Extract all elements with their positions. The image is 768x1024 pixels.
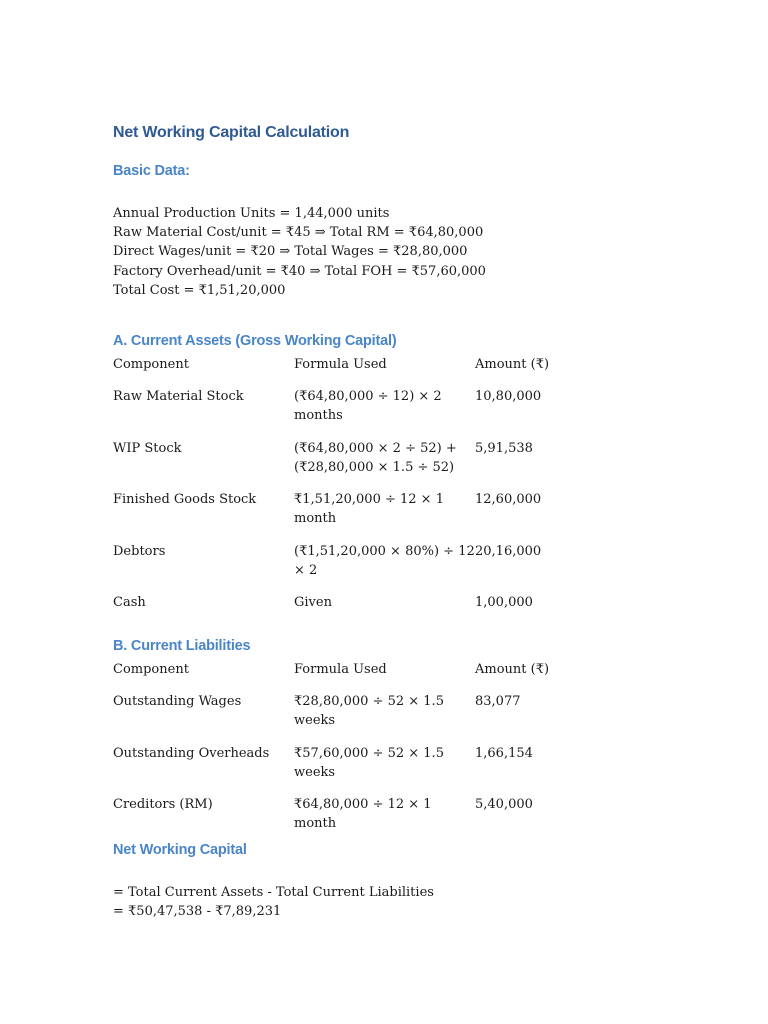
table-header-row (113, 355, 575, 387)
table-row (113, 744, 575, 796)
basic-data-list (113, 204, 486, 300)
basic-data-line: Total Cost = ₹1,51,20,000 (113, 282, 286, 298)
row-formula: (₹64,80,000 × 2 ÷ 52) + (₹28,80,000 × 1.5 ÷ 52) (294, 440, 457, 475)
row-component: Finished Goods Stock (113, 492, 257, 507)
net-working-capital-formula (113, 883, 434, 921)
table-row (113, 490, 575, 542)
table-row (113, 692, 575, 744)
column-header-component: Component (113, 662, 189, 677)
formula-line: = ₹50,47,538 - ₹7,89,231 (113, 904, 282, 920)
row-amount: 5,40,000 (475, 797, 533, 812)
column-header-amount: Amount (₹) (475, 662, 550, 677)
column-header-amount: Amount (₹) (475, 357, 550, 372)
row-formula: ₹1,51,20,000 ÷ 12 × 1 month (294, 492, 444, 526)
row-amount: 5,91,538 (475, 440, 533, 456)
row-formula: ₹57,60,000 ÷ 52 × 1.5 weeks (294, 745, 444, 780)
row-amount: 20,16,000 (475, 543, 542, 559)
basic-data-line: Direct Wages/unit = ₹20 ⇒ Total Wages = ₹28,80,000 (113, 244, 468, 260)
basic-data-line: Raw Material Cost/unit = ₹45 ⇒ Total RM = ₹64,80,000 (113, 225, 484, 241)
net-working-capital-heading: Net Working Capital (113, 842, 247, 858)
row-formula: ₹28,80,000 ÷ 52 × 1.5 weeks (294, 694, 444, 728)
basic-data-heading: Basic Data: (113, 163, 190, 179)
table-row (113, 439, 575, 491)
document-title: Net Working Capital Calculation (113, 124, 350, 141)
row-amount: 10,80,000 (475, 389, 542, 404)
row-component: Debtors (113, 543, 166, 559)
current-assets-heading: A. Current Assets (Gross Working Capital) (113, 333, 397, 349)
basic-data-line: Annual Production Units = 1,44,000 units (113, 206, 390, 221)
row-component: WIP Stock (113, 440, 182, 456)
current-assets-table (113, 355, 575, 623)
current-liabilities-table (113, 660, 575, 833)
table-header-row (113, 660, 575, 692)
row-formula: Given (294, 595, 332, 610)
table-row (113, 542, 575, 594)
row-amount: 1,00,000 (475, 595, 533, 610)
basic-data-line: Factory Overhead/unit = ₹40 ⇒ Total FOH = ₹57,60,000 (113, 263, 486, 279)
row-amount: 12,60,000 (475, 492, 542, 507)
column-header-formula: Formula Used (294, 357, 387, 372)
row-amount: 1,66,154 (475, 745, 533, 761)
row-formula: (₹64,80,000 ÷ 12) × 2 months (294, 389, 442, 423)
row-component: Cash (113, 595, 146, 610)
row-amount: 83,077 (475, 694, 521, 709)
table-row (113, 593, 575, 623)
formula-line: = Total Current Assets - Total Current Liabilities (113, 885, 434, 900)
row-formula: (₹1,51,20,000 × 80%) ÷ 12 × 2 (294, 543, 475, 578)
row-component: Creditors (RM) (113, 797, 213, 812)
row-component: Outstanding Overheads (113, 745, 270, 761)
row-component: Outstanding Wages (113, 694, 242, 709)
current-liabilities-heading: B. Current Liabilities (113, 638, 251, 654)
table-row (113, 387, 575, 439)
column-header-component: Component (113, 357, 189, 372)
row-formula: ₹64,80,000 ÷ 12 × 1 month (294, 797, 432, 831)
column-header-formula: Formula Used (294, 662, 387, 677)
table-row (113, 795, 575, 833)
row-component: Raw Material Stock (113, 389, 244, 404)
